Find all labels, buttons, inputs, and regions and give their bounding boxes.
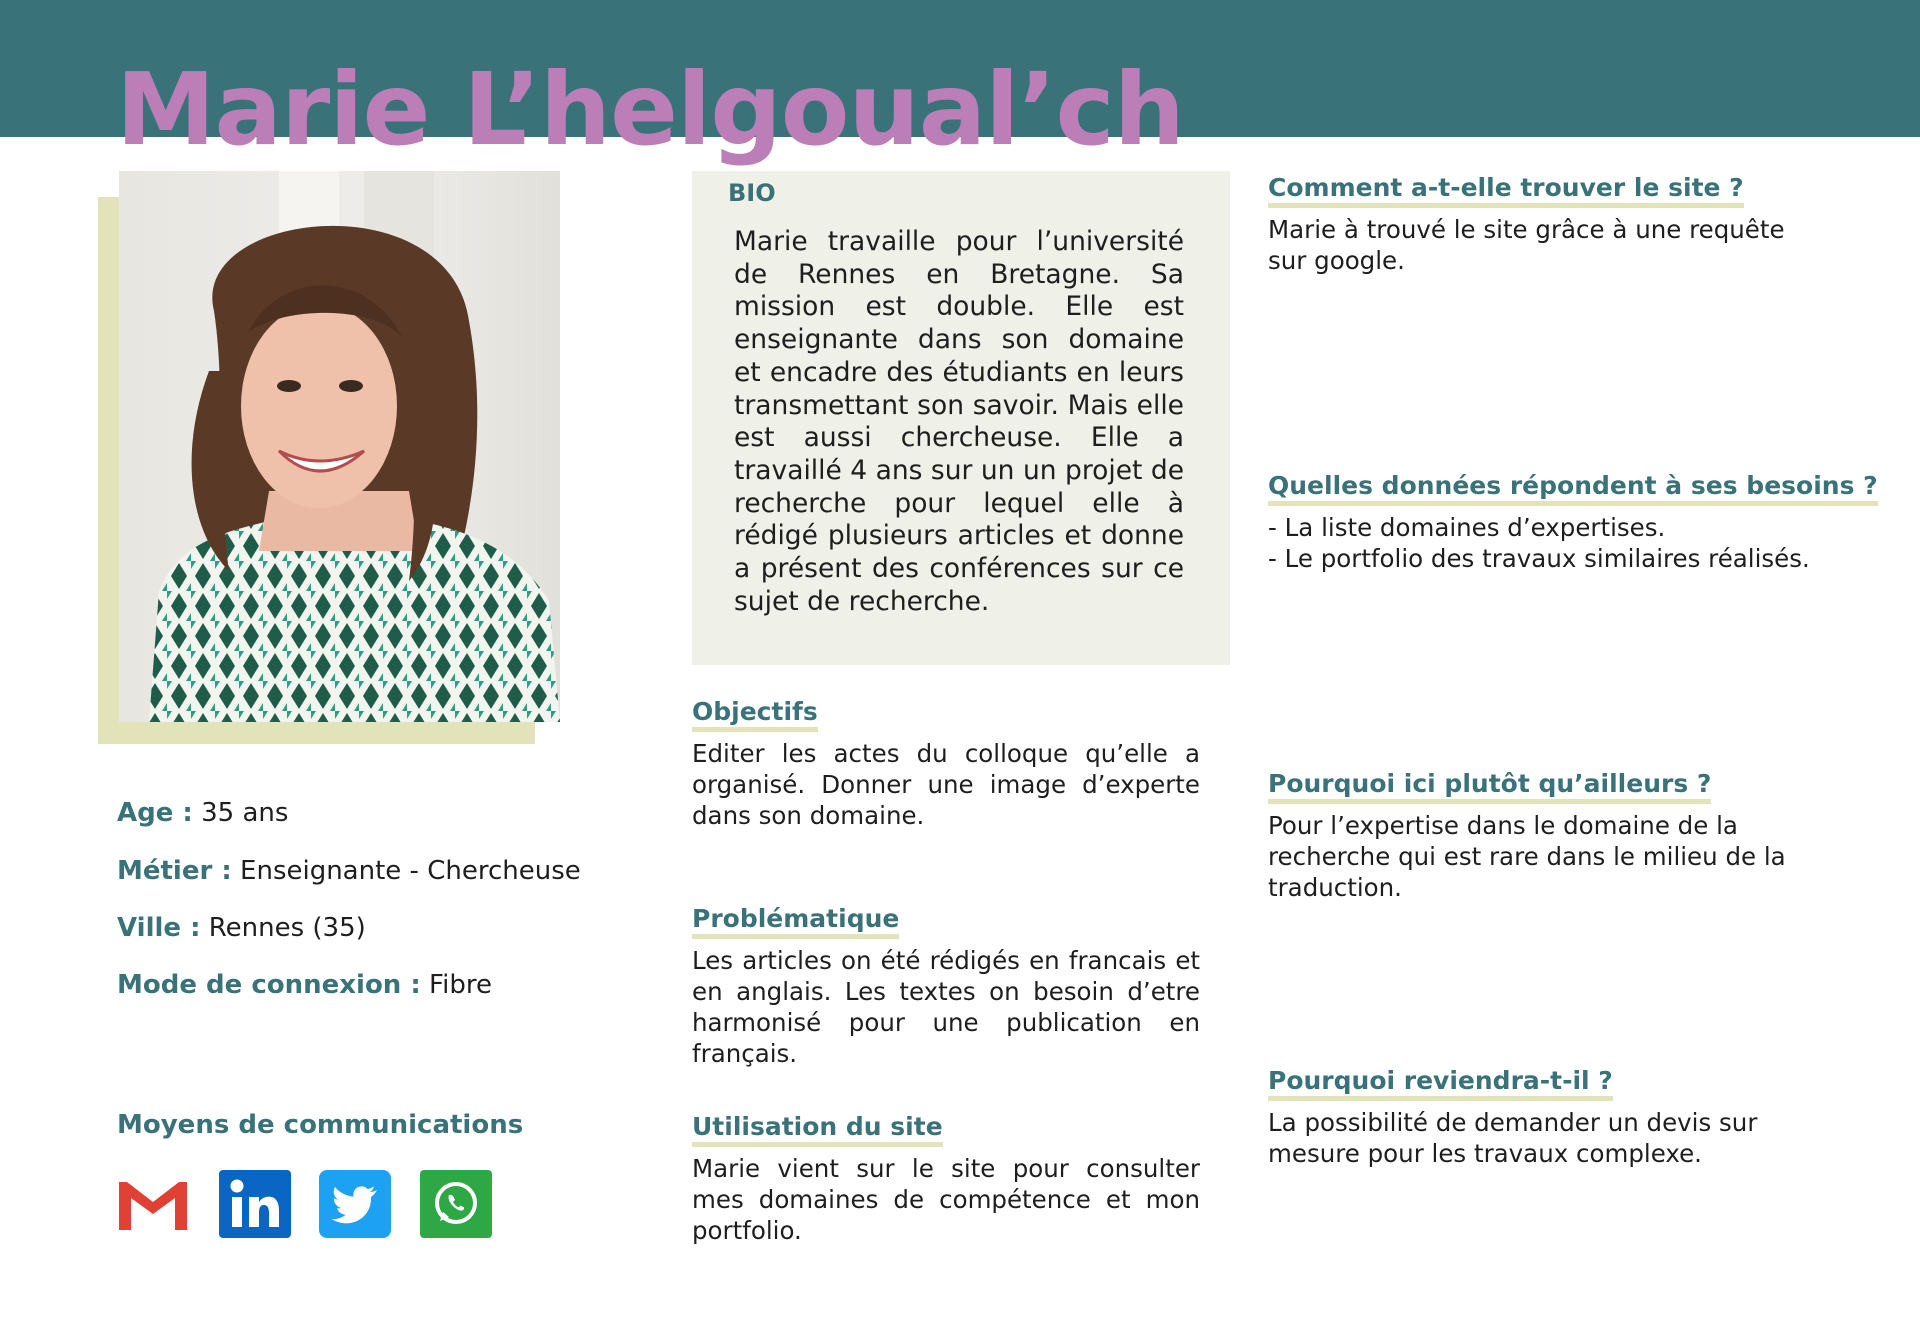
- twitter-icon[interactable]: [319, 1170, 391, 1238]
- age-row: [117, 798, 288, 828]
- objectives-text: Editer les actes du colloque qu’elle a organisé. Donner une image d’experte dans son domaine.: [692, 739, 1200, 830]
- return-title: Pourquoi reviendra-t-il ?: [1268, 1066, 1613, 1101]
- return-section: [1268, 1066, 1828, 1169]
- problem-title: Problématique: [692, 904, 899, 939]
- connection-row: [117, 970, 492, 1000]
- found-site-section: [1268, 173, 1828, 276]
- objectives-title: Objectifs: [692, 697, 818, 732]
- usage-section: [692, 1112, 1200, 1246]
- usage-title: Utilisation du site: [692, 1112, 943, 1147]
- bio-panel: [692, 171, 1230, 665]
- age-value: 35 ans: [201, 798, 289, 828]
- data-needs-list: [1268, 512, 1858, 574]
- data-needs-section: [1268, 471, 1878, 574]
- job-label: Métier :: [117, 856, 232, 886]
- why-here-section: [1268, 769, 1838, 903]
- job-value: Enseignante - Chercheuse: [240, 856, 581, 886]
- age-label: Age :: [117, 798, 193, 828]
- why-here-title: Pourquoi ici plutôt qu’ailleurs ?: [1268, 769, 1711, 804]
- objectives-section: [692, 697, 1200, 831]
- whatsapp-icon[interactable]: [420, 1170, 492, 1238]
- problem-section: [692, 904, 1200, 1069]
- persona-photo: [119, 171, 560, 722]
- usage-text: Marie vient sur le site pour consulter mes domaines de compétence et mon portfolio.: [692, 1154, 1200, 1245]
- bio-text: Marie travaille pour l’université de Rennes en Bretagne. Sa mission est double. Elle est enseignante dans son domaine et encadre des étudiants en leurs transmettant son savoir. Mais elle est aussi chercheuse. Elle a travaillé 4 ans sur un un projet de recherche pour lequel elle à rédigé plusieurs articles et donne a présent des conférences sur ce sujet de recherche.: [734, 226, 1184, 617]
- city-row: [117, 913, 366, 943]
- list-item: - Le portfolio des travaux similaires réalisés.: [1268, 544, 1810, 573]
- connection-label: Mode de connexion :: [117, 970, 421, 1000]
- why-here-text: Pour l’expertise dans le domaine de la recherche qui est rare dans le milieu de la traduction.: [1268, 811, 1786, 902]
- communication-title: Moyens de communications: [117, 1110, 524, 1140]
- linkedin-icon[interactable]: [219, 1170, 291, 1238]
- bio-label: BIO: [728, 179, 776, 207]
- found-site-title: Comment a-t-elle trouver le site ?: [1268, 173, 1744, 208]
- problem-text: Les articles on été rédigés en francais et en anglais. Les textes on besoin d’etre harmonisé pour une publication en français.: [692, 946, 1200, 1068]
- return-text: La possibilité de demander un devis sur mesure pour les travaux complexe.: [1268, 1108, 1758, 1168]
- city-label: Ville :: [117, 913, 201, 943]
- found-site-text: Marie à trouvé le site grâce à une requête sur google.: [1268, 215, 1785, 275]
- job-row: [117, 856, 581, 886]
- city-value: Rennes (35): [208, 913, 366, 943]
- gmail-icon[interactable]: [117, 1170, 189, 1238]
- persona-name: Marie L’helgoual’ch: [116, 51, 1184, 168]
- data-needs-title: Quelles données répondent à ses besoins ?: [1268, 471, 1878, 506]
- connection-value: Fibre: [429, 970, 492, 1000]
- list-item: - La liste domaines d’expertises.: [1268, 513, 1666, 542]
